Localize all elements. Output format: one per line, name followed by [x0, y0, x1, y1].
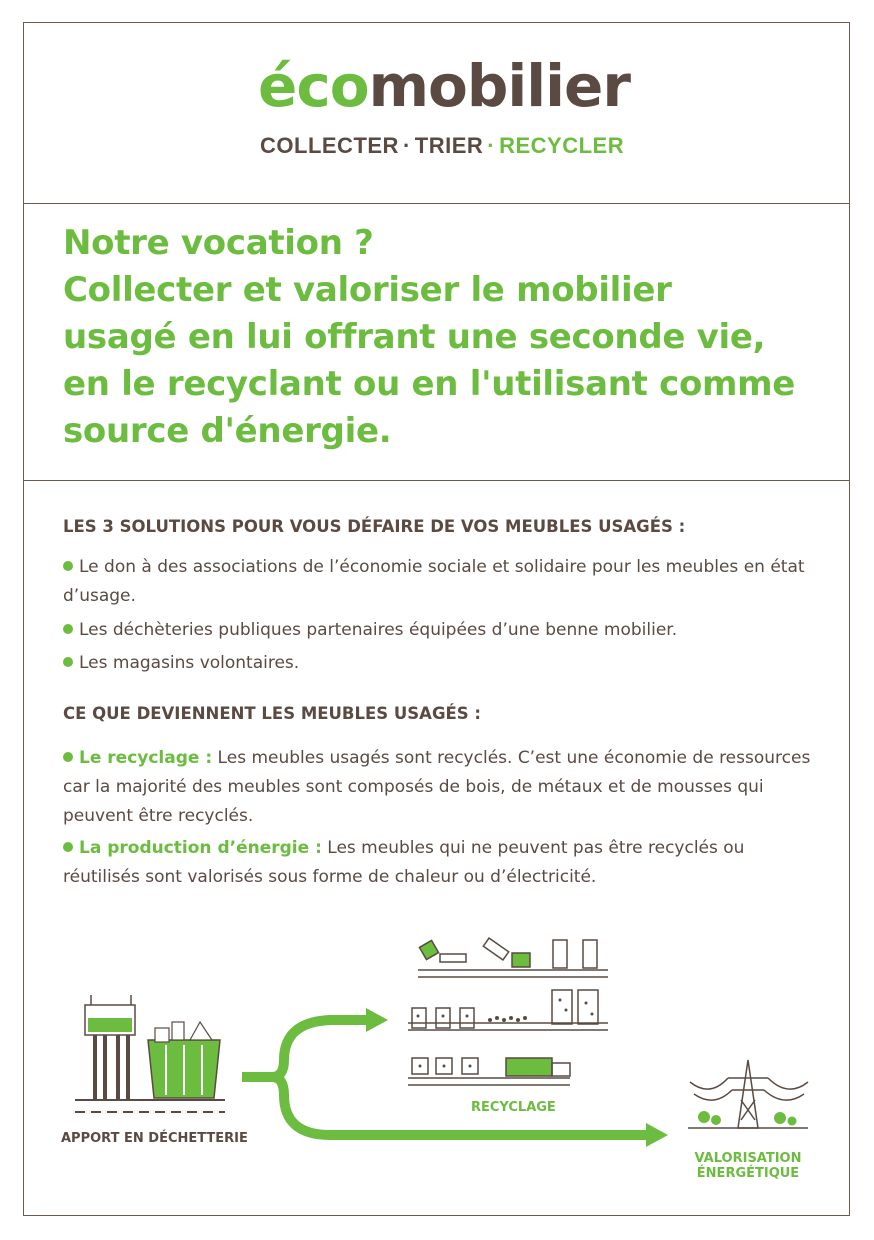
caption-apport: APPORT EN DÉCHETTERIE: [61, 1131, 248, 1146]
arrow-head-energy: [646, 1123, 668, 1147]
vocation-line: Collecter et valoriser le mobilier: [63, 270, 672, 310]
recycling-illustration: [408, 938, 608, 1085]
arrow-head-recycling: [366, 1008, 388, 1032]
devenir-text: Les meubles qui ne peuvent pas être recyclés ou réutilisés sont valorisés sous forme de chaleur ou d’électricité.: [63, 838, 745, 887]
solutions-item-text: Les magasins volontaires.: [79, 653, 300, 673]
tag-recycler: RECYCLER: [499, 133, 625, 158]
tag-dot-1: ·: [402, 133, 411, 158]
devenir-text: Les meubles usagés sont recyclés. C’est une économie de ressources car la majorité des meubles sont composés de bois, de métaux et de mousses qui peuvent être recyclés.: [63, 748, 811, 826]
caption-valorisation: [692, 1151, 804, 1181]
vocation-line: Notre vocation ?: [63, 223, 374, 263]
caption-valorisation-line1: VALORISATION: [694, 1151, 802, 1166]
energy-trees: [698, 1111, 797, 1126]
vocation-line: usagé en lui offrant une seconde vie,: [63, 317, 766, 357]
arrow-to-recycling: [242, 1020, 368, 1077]
devenir-label: Le recyclage :: [79, 748, 213, 768]
vocation-line: en le recyclant ou en l'utilisant comme: [63, 364, 796, 404]
tag-dot-2: ·: [487, 133, 496, 158]
caption-valorisation-line2: ÉNERGÉTIQUE: [696, 1166, 800, 1181]
tag-collecter: COLLECTER: [260, 133, 399, 158]
logo-mobilier: mobilier: [368, 52, 630, 120]
dechetterie-illustration: [75, 995, 225, 1112]
solutions-title: LES 3 SOLUTIONS POUR VOUS DÉFAIRE DE VOS MEUBLES USAGÉS :: [63, 517, 686, 536]
solutions-item-text: Le don à des associations de l’économie sociale et solidaire pour les meubles en état d’usage.: [63, 557, 805, 606]
vocation-line: source d'énergie.: [63, 411, 392, 451]
solutions-item-text: Les déchèteries publiques partenaires équipées d’une benne mobilier.: [79, 620, 678, 640]
tag-trier: TRIER: [414, 133, 484, 158]
devenir-title: CE QUE DEVIENNENT LES MEUBLES USAGÉS :: [63, 704, 481, 723]
logo-eco: éco: [258, 52, 369, 120]
devenir-label: La production d’énergie :: [79, 838, 322, 858]
caption-recyclage: RECYCLAGE: [471, 1100, 556, 1115]
recycling-particles: [417, 999, 594, 1068]
